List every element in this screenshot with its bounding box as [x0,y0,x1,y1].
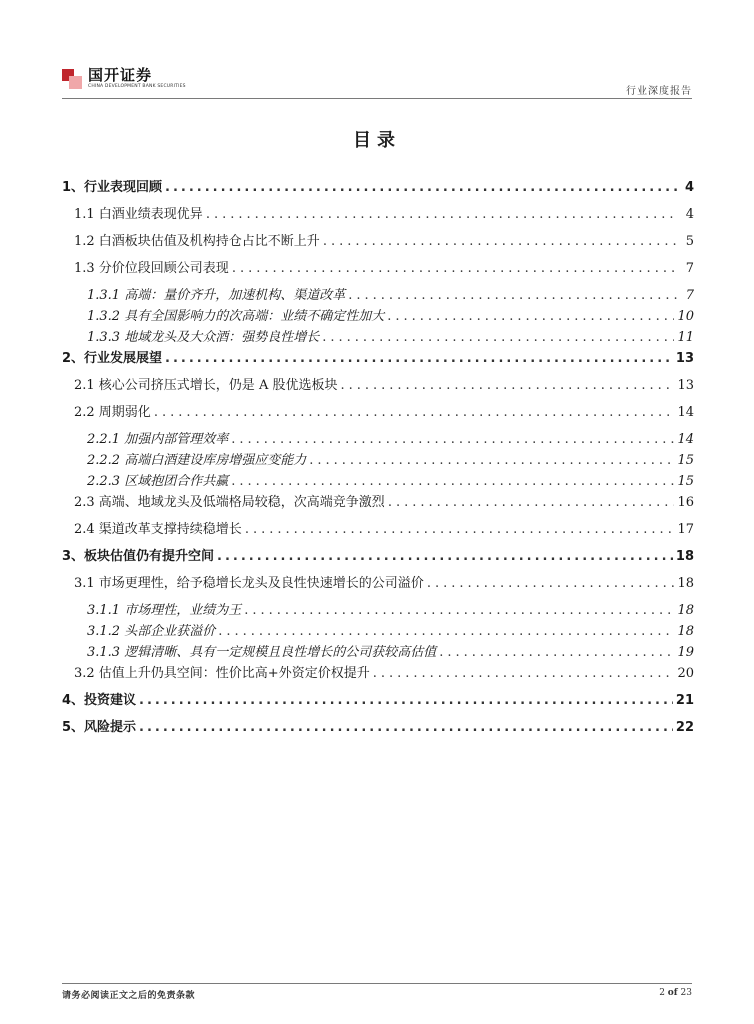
table-of-contents [62,176,694,738]
page-total: 23 [680,988,692,998]
toc-title: 目录 [353,130,401,151]
dot-leader [217,549,673,564]
footer-disclaimer: 请务必阅读正文之后的免责条款 [62,991,196,1001]
toc-entry-label: 3、板块估值仍有提升空间 [62,549,215,564]
dot-leader [154,405,675,420]
logo-name: 国开证券 [88,66,153,85]
toc-entry[interactable] [62,689,694,711]
toc-entry-label: 1.3.3 地域龙头及大众酒：强势良性增长 [87,330,320,344]
logo-english-name: CHINA DEVELOPMENT BANK SECURITIES [88,84,186,90]
toc-entry-label: 1.3.1 高端：量价齐升，加速机构、渠道改革 [87,288,346,302]
toc-entry-page: 11 [677,330,694,344]
toc-entry-page: 18 [677,603,694,617]
page-number [659,988,692,998]
report-type: 行业深度报告 [626,86,692,97]
logo-mark-icon [62,69,82,89]
toc-entry-page: 7 [685,261,694,276]
dot-leader [244,603,674,617]
toc-entry[interactable] [62,326,694,344]
toc-entry[interactable] [62,374,694,396]
dot-leader [139,693,673,708]
toc-entry[interactable] [62,545,694,567]
toc-entry[interactable] [62,662,694,684]
toc-entry-label: 2、行业发展展望 [62,351,163,366]
footer-divider [62,983,692,984]
page-of: of [667,988,678,998]
toc-entry-page: 15 [677,474,694,488]
toc-entry[interactable] [62,305,694,323]
dot-leader [348,288,677,302]
toc-entry-page: 22 [675,720,694,735]
toc-entry-page: 17 [677,522,694,537]
toc-entry-page: 5 [685,234,694,249]
toc-entry-label: 2.2.2 高端白酒建设库房增强应变能力 [87,453,307,467]
toc-entry-label: 1.3 分价位段回顾公司表现 [74,261,229,276]
toc-entry-page: 21 [675,693,694,708]
toc-entry[interactable] [62,620,694,638]
toc-entry-label: 1.1 白酒业绩表现优异 [74,207,203,222]
toc-entry[interactable] [62,716,694,738]
toc-entry-label: 2.3 高端、地域龙头及低端格局较稳，次高端竞争激烈 [74,495,385,510]
toc-entry-page: 7 [685,288,694,302]
toc-entry-page: 14 [677,405,694,420]
dot-leader [165,180,677,195]
toc-entry[interactable] [62,284,694,302]
toc-entry[interactable] [62,347,694,369]
toc-entry-page: 18 [677,624,694,638]
toc-entry[interactable] [62,428,694,446]
toc-entry[interactable] [62,641,694,659]
toc-entry[interactable] [62,518,694,540]
dot-leader [232,261,677,276]
toc-entry-label: 2.1 核心公司挤压式增长，仍是 A 股优选板块 [74,378,338,393]
toc-entry[interactable] [62,203,694,225]
dot-leader [388,495,675,510]
company-logo [62,68,186,90]
dot-leader [439,645,674,659]
toc-entry[interactable] [62,401,694,423]
toc-entry-label: 4、投资建议 [62,693,137,708]
dot-leader [206,207,677,222]
toc-entry-label: 1.2 白酒板块估值及机构持仓占比不断上升 [74,234,320,249]
dot-leader [322,330,674,344]
dot-leader [373,666,675,681]
toc-entry-label: 3.1.2 头部企业获溢价 [87,624,216,638]
dot-leader [218,624,674,638]
toc-entry-label: 2.4 渠道改革支撑持续稳增长 [74,522,242,537]
toc-entry-label: 1.3.2 具有全国影响力的次高端：业绩不确定性加大 [87,309,385,323]
toc-entry-label: 1、行业表现回顾 [62,180,163,195]
toc-entry-page: 20 [677,666,694,681]
toc-entry-page: 19 [677,645,694,659]
dot-leader [309,453,674,467]
dot-leader [139,720,673,735]
toc-entry-page: 16 [677,495,694,510]
page-current: 2 [659,988,665,998]
toc-entry-page: 15 [677,453,694,467]
toc-entry-label: 2.2.3 区域抱团合作共赢 [87,474,229,488]
toc-entry-label: 5、风险提示 [62,720,137,735]
toc-entry-label: 3.1 市场更理性，给予稳增长龙头及良性快速增长的公司溢价 [74,576,424,591]
toc-entry-page: 4 [685,207,694,222]
dot-leader [231,432,674,446]
toc-entry[interactable] [62,230,694,252]
toc-entry-page: 14 [677,432,694,446]
toc-entry[interactable] [62,257,694,279]
header-divider [62,98,692,99]
dot-leader [245,522,675,537]
toc-entry-page: 10 [677,309,694,323]
toc-entry[interactable] [62,572,694,594]
toc-entry[interactable] [62,599,694,617]
dot-leader [387,309,674,323]
toc-entry-label: 3.1.1 市场理性，业绩为王 [87,603,242,617]
dot-leader [427,576,675,591]
dot-leader [231,474,674,488]
toc-entry-label: 3.1.3 逻辑清晰、具有一定规模且良性增长的公司获较高估值 [87,645,437,659]
toc-entry-label: 2.2.1 加强内部管理效率 [87,432,229,446]
toc-entry-label: 3.2 估值上升仍具空间：性价比高+外资定价权提升 [74,666,370,681]
dot-leader [323,234,677,249]
toc-entry-label: 2.2 周期弱化 [74,405,151,420]
toc-entry-page: 13 [677,378,694,393]
toc-entry-page: 13 [675,351,694,366]
toc-entry[interactable] [62,176,694,198]
toc-entry[interactable] [62,449,694,467]
toc-entry-page: 4 [684,180,694,195]
toc-entry-page: 18 [675,549,694,564]
dot-leader [165,351,673,366]
toc-entry-page: 18 [677,576,694,591]
toc-entry[interactable] [62,491,694,513]
toc-entry[interactable] [62,470,694,488]
dot-leader [340,378,674,393]
